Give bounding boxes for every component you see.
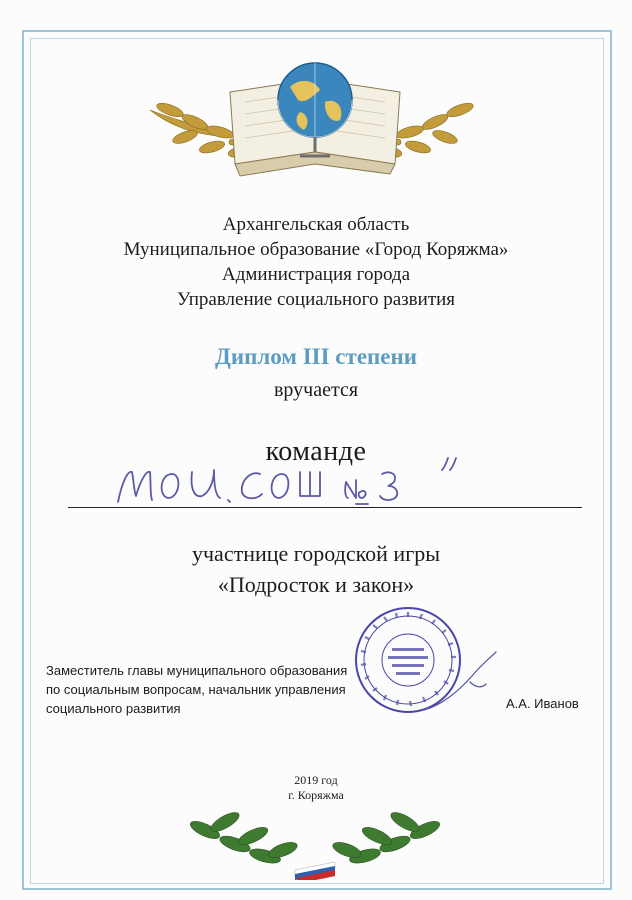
administration-line: Администрация города [221,264,410,285]
signatory-line-2: по социальным вопросам, начальник управления [46,682,346,697]
signature-icon [420,648,510,718]
issue-place: г. Коряжма [288,788,344,802]
signatory-line-1: Заместитель главы муниципального образования [46,663,348,678]
department-line: Управление социального развития [176,289,456,310]
issue-info [0,773,632,803]
signatory-name: А.А. Иванов [506,696,579,711]
participation-block [0,538,632,600]
globe-book-emblem-icon [140,52,490,192]
handwritten-recipient [110,452,470,512]
municipality-line: Муниципальное образование «Город Коряжма» [123,239,509,260]
laurel-branches-icon [185,800,445,880]
recipient-underline [68,507,582,508]
game-name: «Подросток и закон» [217,572,415,597]
signatory-line-3: социального развития [46,701,181,716]
recipient-word: команде [265,436,367,467]
awarded-text: вручается [273,379,359,401]
signatory-block [46,661,347,718]
diploma-title: Диплом III степени [215,344,417,369]
region-line: Архангельская область [222,214,410,235]
issue-year: 2019 год [294,773,338,787]
participant-line-1: участнице городской игры [191,541,440,566]
issuer-block [0,212,632,312]
